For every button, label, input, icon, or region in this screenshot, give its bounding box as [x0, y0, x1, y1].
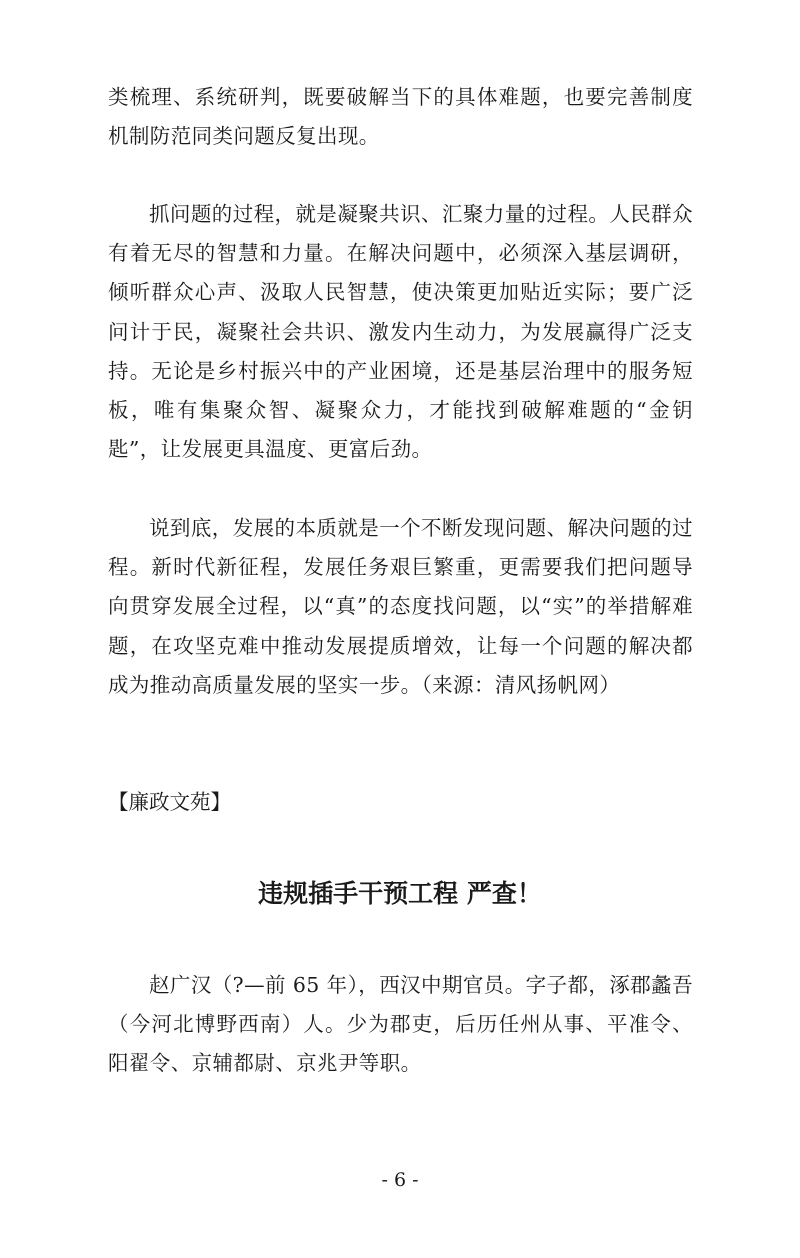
paragraph-problem-solving: 抓问题的过程，就是凝聚共识、汇聚力量的过程。人民群众有着无尽的智慧和力量。在解决问题中，必须深入基层调研，倾听群众心声、汲取人民智慧，使决策更加贴近实际；要广泛问计于民，凝聚社会共识、激发内生动力，为发展赢得广泛支持。无论是乡村振兴中的产业困境，还是基层治理中的服务短板，唯有集聚众智、凝聚众力，才能找到破解难题的“金钥匙”，让发展更具温度、更富后劲。	[108, 202, 693, 462]
page-number: - 6 -	[381, 1169, 419, 1191]
article-paragraph: 赵广汉（?—前 65 年），西汉中期官员。字子都，涿郡蠡吾（今河北博野西南）人。少为郡吏，后历任州从事、平准令、阳翟令、京辅都尉、京兆尹等职。	[108, 973, 693, 1076]
section-label: 【廉政文苑】	[108, 790, 231, 814]
paragraph-conclusion: 说到底，发展的本质就是一个不断发现问题、解决问题的过程。新时代新征程，发展任务艰巨繁重，更需要我们把问题导向贯穿发展全过程，以“真”的态度找问题，以“实”的举措解难题，在攻坚克难中推动发展提质增效，让每一个问题的解决都成为推动高质量发展的坚实一步。（来源：清风扬帆网）	[108, 516, 693, 697]
paragraph-continuation: 类梳理、系统研判，既要破解当下的具体难题，也要完善制度机制防范同类问题反复出现。	[108, 85, 693, 149]
article-title: 违规插手干预工程 严查！	[258, 879, 542, 908]
